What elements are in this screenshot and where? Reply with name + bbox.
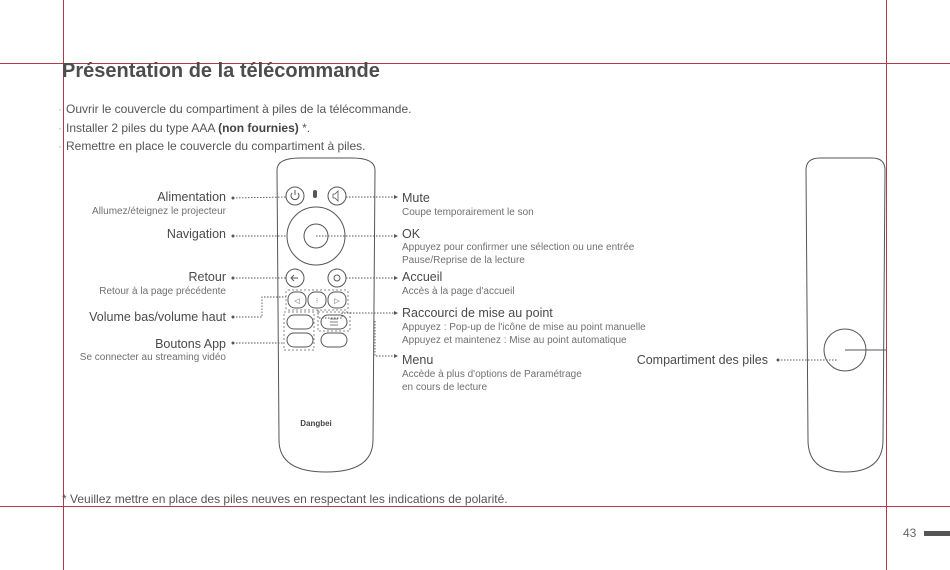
label-power-desc: Allumez/éteignez le projecteur bbox=[92, 206, 226, 217]
focus-icon: ⁝ bbox=[315, 298, 319, 305]
label-navigation: Navigation bbox=[166, 227, 226, 241]
power-button-shape bbox=[286, 187, 304, 205]
label-volume: Volume bas/volume haut bbox=[89, 310, 226, 324]
app-button-2-shape bbox=[287, 333, 313, 347]
label-menu-desc-1: Accède à plus d'options de Paramétrage bbox=[402, 369, 582, 380]
label-power: Alimentation bbox=[157, 190, 226, 204]
label-home: Accueil bbox=[402, 270, 443, 284]
page-number: 43 bbox=[903, 526, 917, 540]
instruction-step-3: · Remettre en place le couvercle du compartiment à piles. bbox=[58, 137, 412, 156]
label-focus-desc-1: Appuyez : Pop-up de l'icône de mise au point manuelle bbox=[402, 322, 646, 333]
label-back: Retour bbox=[188, 270, 226, 284]
remote-brand-logo: Dangbei bbox=[300, 419, 332, 428]
label-back-desc: Retour à la page précédente bbox=[99, 286, 226, 297]
label-battery-compartment: Compartiment des piles bbox=[636, 353, 768, 367]
remote-back-body bbox=[806, 158, 885, 472]
label-mute: Mute bbox=[402, 191, 430, 205]
page-number-bar bbox=[924, 531, 950, 536]
instruction-step-1: · Ouvrir le couvercle du compartiment à piles de la télécommande. bbox=[58, 100, 412, 119]
app-button-3-shape bbox=[321, 333, 347, 347]
label-ok: OK bbox=[402, 227, 421, 241]
mute-button-shape bbox=[328, 187, 346, 205]
app-button-1-shape bbox=[287, 315, 313, 329]
label-ok-desc-2: Pause/Reprise de la lecture bbox=[402, 255, 525, 266]
label-focus-desc-2: Appuyez et maintenez : Mise au point automatique bbox=[402, 335, 627, 346]
label-ok-desc-1: Appuyez pour confirmer une sélection ou une entrée bbox=[402, 242, 635, 253]
instruction-step-2-bold: (non fournies) bbox=[218, 120, 299, 135]
mic-icon bbox=[313, 190, 317, 198]
label-menu-desc-2: en cours de lecture bbox=[402, 382, 488, 393]
label-mute-desc: Coupe temporairement le son bbox=[402, 207, 534, 218]
instruction-step-2-text: Installer 2 piles du type AAA bbox=[66, 120, 219, 135]
volume-up-icon: ▷ bbox=[334, 298, 340, 305]
label-focus: Raccourci de mise au point bbox=[402, 306, 553, 320]
label-menu: Menu bbox=[402, 353, 434, 367]
label-home-desc: Accès à la page d'accueil bbox=[402, 286, 515, 297]
label-app-buttons-desc: Se connecter au streaming vidéo bbox=[79, 352, 226, 363]
home-button-shape bbox=[328, 269, 346, 287]
page-title: Présentation de la télécommande bbox=[62, 60, 380, 82]
volume-down-icon: ◁ bbox=[294, 298, 300, 305]
footnote: * Veuillez mettre en place des piles neuves en respectant les indications de polarité. bbox=[62, 492, 508, 506]
label-app-buttons: Boutons App bbox=[155, 337, 226, 351]
leader-menu bbox=[375, 321, 396, 356]
instruction-step-2-suffix: *. bbox=[298, 120, 311, 135]
